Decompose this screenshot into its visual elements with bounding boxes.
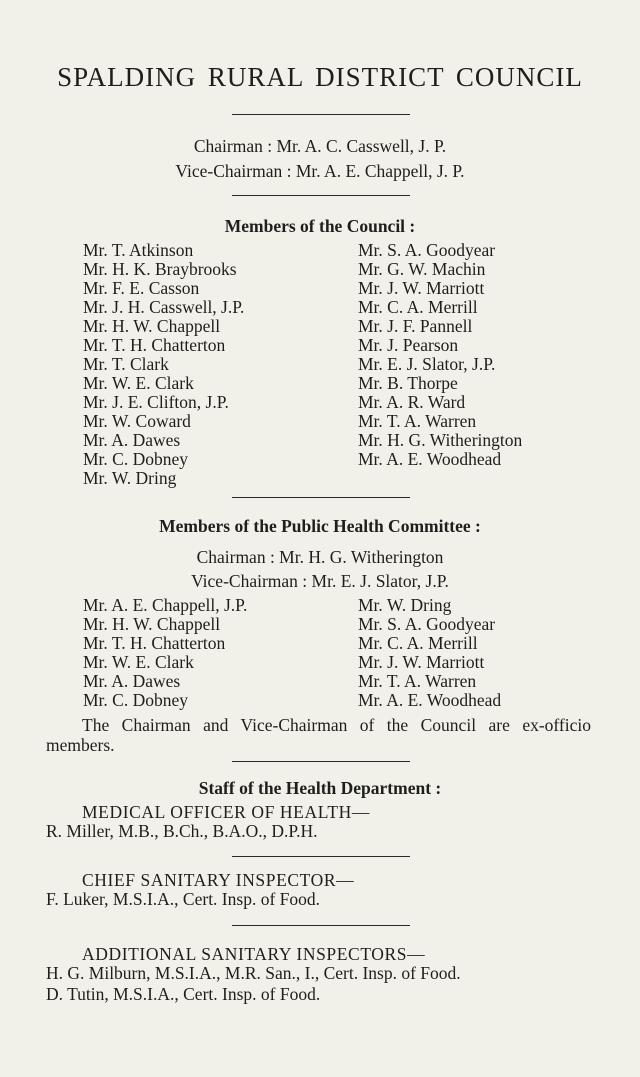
- divider: [232, 497, 410, 498]
- list-item: Mr. J. W. Marriott: [358, 652, 485, 672]
- list-item: Mr. E. J. Slator, J.P.: [358, 354, 496, 374]
- list-item: Mr. T. H. Chatterton: [83, 335, 226, 355]
- divider: [232, 761, 410, 762]
- list-item: Mr. A. E. Woodhead: [358, 690, 502, 710]
- divider: [232, 114, 410, 115]
- list-item: Mr. W. Dring: [358, 595, 452, 615]
- council-vice-chairman: Vice-Chairman : Mr. A. E. Chappell, J. P.: [175, 161, 465, 181]
- list-item: Mr. A. E. Woodhead: [358, 449, 502, 469]
- public-health-vice-chairman: Vice-Chairman : Mr. E. J. Slator, J.P.: [191, 571, 449, 591]
- list-item: Mr. W. E. Clark: [83, 373, 194, 393]
- list-item: Mr. S. A. Goodyear: [358, 614, 496, 634]
- asi-title: ADDITIONAL SANITARY INSPECTORS—: [82, 944, 426, 964]
- list-item: Mr. W. E. Clark: [83, 652, 194, 672]
- asi-name-2: D. Tutin, M.S.I.A., Cert. Insp. of Food.: [46, 984, 321, 1004]
- moh-name: R. Miller, M.B., B.Ch., B.A.O., D.P.H.: [46, 821, 318, 841]
- list-item: Mr. H. G. Witherington: [358, 430, 523, 450]
- staff-heading: Staff of the Health Department :: [198, 778, 442, 798]
- list-item: Mr. T. A. Warren: [358, 671, 477, 691]
- list-item: Mr. H. K. Braybrooks: [83, 259, 237, 279]
- list-item: Mr. A. R. Ward: [358, 392, 466, 412]
- divider: [232, 856, 410, 857]
- list-item: Mr. H. W. Chappell: [83, 614, 221, 634]
- public-health-members-right-list: [358, 596, 501, 710]
- public-health-members-left-list: [83, 596, 247, 710]
- list-item: Mr. T. H. Chatterton: [83, 633, 226, 653]
- csi-title: CHIEF SANITARY INSPECTOR—: [82, 870, 355, 890]
- ex-officio-note: The Chairman and Vice-Chairman of the Council are ex-officio members.: [46, 715, 591, 755]
- list-item: Mr. G. W. Machin: [358, 259, 486, 279]
- list-item: Mr. W. Coward: [83, 411, 191, 431]
- public-health-heading: Members of the Public Health Committee :: [159, 516, 481, 536]
- list-item: Mr. T. Atkinson: [83, 240, 194, 260]
- council-members-heading: Members of the Council :: [224, 216, 416, 236]
- list-item: Mr. J. Pearson: [358, 335, 459, 355]
- asi-name-1: H. G. Milburn, M.S.I.A., M.R. San., I., Cert. Insp. of Food.: [46, 963, 461, 983]
- list-item: Mr. B. Thorpe: [358, 373, 458, 393]
- divider: [232, 925, 410, 926]
- list-item: Mr. A. Dawes: [83, 671, 181, 691]
- list-item: Mr. J. E. Clifton, J.P.: [83, 392, 229, 412]
- council-members-left-list: [83, 241, 244, 488]
- page-title: SPALDING RURAL DISTRICT COUNCIL: [57, 62, 583, 92]
- council-chairman: Chairman : Mr. A. C. Casswell, J. P.: [193, 136, 447, 156]
- moh-title: MEDICAL OFFICER OF HEALTH—: [82, 802, 371, 822]
- public-health-chairman: Chairman : Mr. H. G. Witherington: [196, 547, 444, 567]
- list-item: Mr. C. Dobney: [83, 449, 188, 469]
- list-item: Mr. J. W. Marriott: [358, 278, 485, 298]
- list-item: Mr. S. A. Goodyear: [358, 240, 496, 260]
- list-item: Mr. C. A. Merrill: [358, 633, 478, 653]
- council-members-right-list: [358, 241, 522, 469]
- list-item: Mr. F. E. Casson: [83, 278, 200, 298]
- csi-name: F. Luker, M.S.I.A., Cert. Insp. of Food.: [46, 889, 321, 909]
- list-item: Mr. T. Clark: [83, 354, 169, 374]
- list-item: Mr. J. F. Pannell: [358, 316, 473, 336]
- list-item: Mr. C. A. Merrill: [358, 297, 478, 317]
- list-item: Mr. A. E. Chappell, J.P.: [83, 595, 248, 615]
- list-item: Mr. J. H. Casswell, J.P.: [83, 297, 245, 317]
- divider: [232, 195, 410, 196]
- list-item: Mr. T. A. Warren: [358, 411, 477, 431]
- list-item: Mr. H. W. Chappell: [83, 316, 221, 336]
- list-item: Mr. C. Dobney: [83, 690, 188, 710]
- list-item: Mr. W. Dring: [83, 468, 177, 488]
- list-item: Mr. A. Dawes: [83, 430, 181, 450]
